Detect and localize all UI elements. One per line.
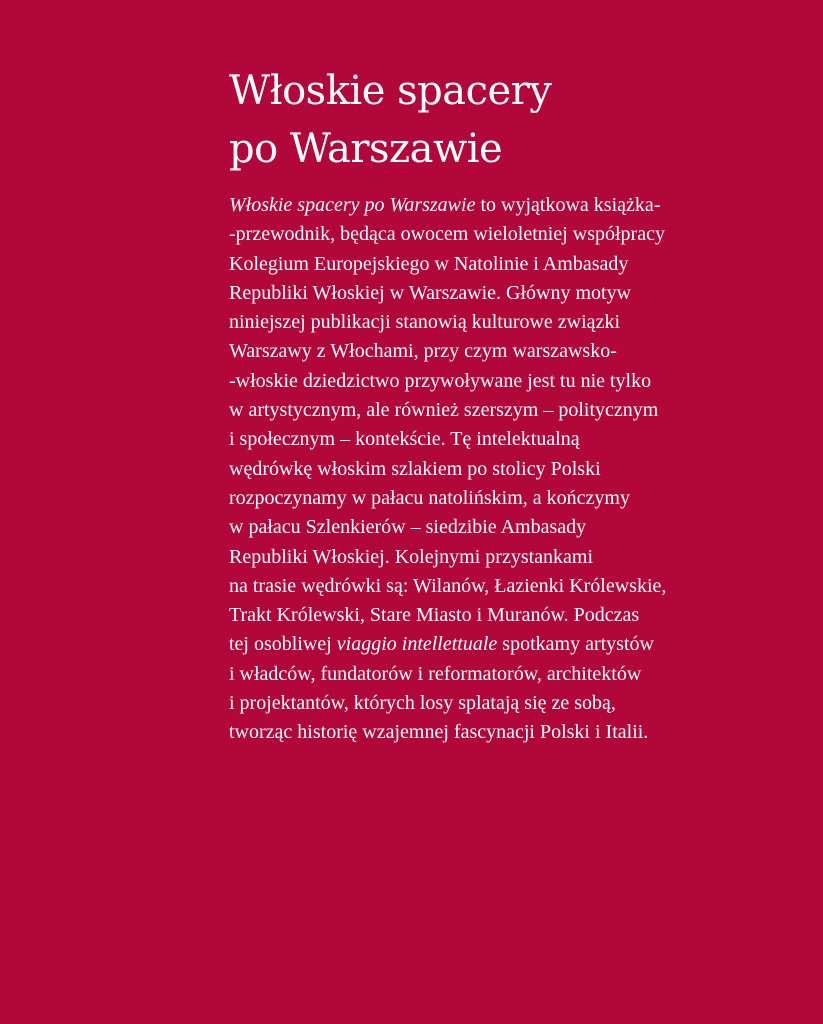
blurb-line [229,191,769,220]
blurb-line: -włoskie dziedzictwo przywoływane jest tu nie tylko [229,369,652,392]
blurb-line: Warszawy z Włochami, przy czym warszawsko- [229,340,617,363]
blurb-line: Republiki Włoskiej. Kolejnymi przystankami [229,545,594,568]
blurb-line: w artystycznym, ale również szerszym – politycznym [229,399,659,422]
blurb-line: Kolegium Europejskiego w Natolinie i Ambasady [229,252,629,275]
blurb-line: i społecznym – kontekście. Tę intelektualną [229,428,580,451]
blurb-line: na trasie wędrówki są: Wilanów, Łazienki Królewskie, [229,574,667,597]
blurb-text: tej osobliwej [229,633,337,656]
blurb-line: rozpoczynamy w pałacu natolińskim, a kończymy [229,486,630,509]
title-line-2: po Warszawie [229,126,503,172]
book-title-italic: Włoskie spacery po Warszawie [229,194,476,216]
blurb-text: spotkamy artystów [497,633,654,656]
blurb-line: Republiki Włoskiej w Warszawie. Główny motyw [229,281,632,304]
book-title [229,62,769,178]
blurb-line [229,630,769,659]
blurb-line: i projektantów, których losy splatają się ze sobą, [229,692,616,715]
blurb-line: tworząc historię wzajemnej fascynacji Polski i Italii. [229,721,649,744]
blurb-text: to wyjątkowa książka- [475,194,661,216]
blurb-line: -przewodnik, będąca owocem wieloletniej współpracy [229,223,665,246]
cover-content [229,62,769,748]
title-line-1: Włoskie spacery [229,68,552,114]
blurb-line: Trakt Królewski, Stare Miasto i Muranów. Podczas [229,604,640,627]
blurb-line: w pałacu Szlenkierów – siedzibie Ambasady [229,516,587,539]
book-blurb [229,191,769,748]
blurb-line: wędrówkę włoskim szlakiem po stolicy Polski [229,457,601,480]
blurb-line: i władców, fundatorów i reformatorów, architektów [229,662,642,685]
italic-phrase: viaggio intellettuale [336,633,498,656]
blurb-line: niniejszej publikacji stanowią kulturowe związki [229,311,620,334]
